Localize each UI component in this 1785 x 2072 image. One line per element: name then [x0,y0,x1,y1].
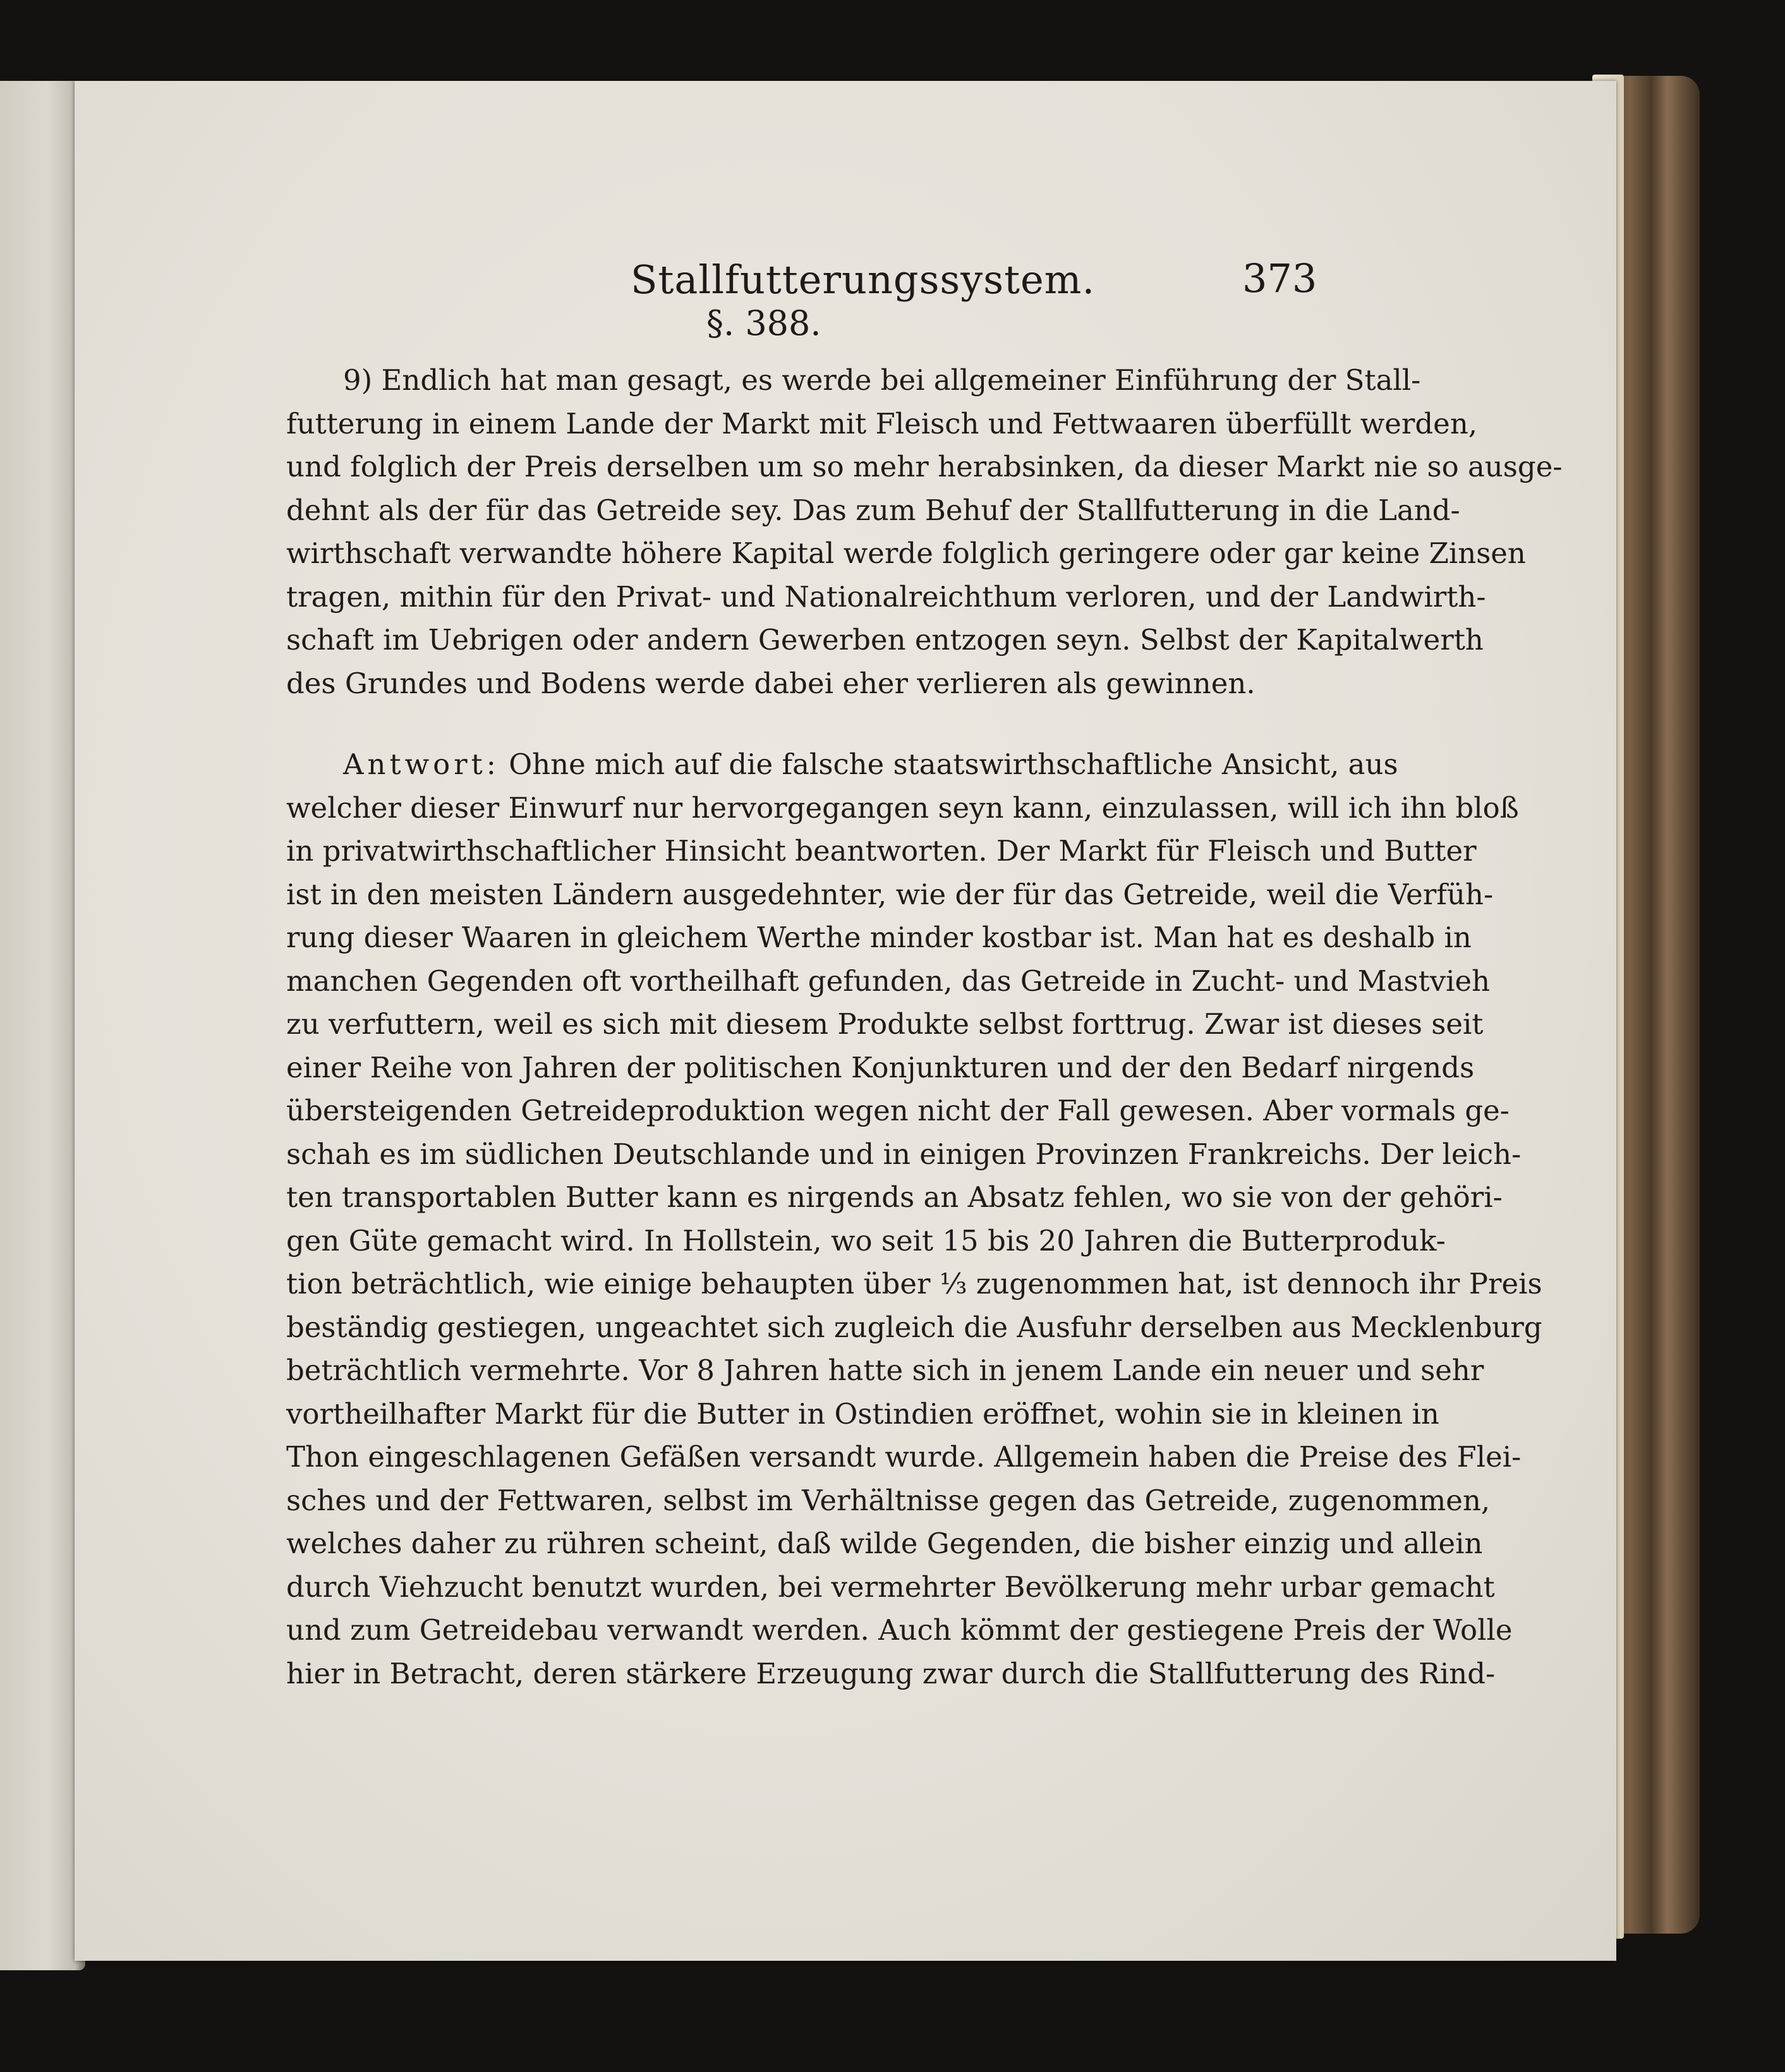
text-line: hier in Betracht, deren stärkere Erzeugung zwar durch die Stallfutterung des Rind- [286,1656,1496,1690]
text-line: manchen Gegenden oft vortheilhaft gefunden, das Getreide in Zucht- und Mastvieh [286,964,1491,998]
text-line: tion beträchtlich, wie einige behaupten über ⅓ zugenommen hat, ist dennoch ihr Preis [286,1267,1542,1300]
answer-lead: Antwort: [343,748,500,781]
left-page-edge [0,81,85,1970]
text-line: schah es im südlichen Deutschlande und in einigen Provinzen Frankreichs. Der leich- [286,1137,1522,1171]
text-line: schaft im Uebrigen oder andern Gewerben entzogen seyn. Selbst der Kapitalwerth [286,623,1484,657]
running-title: Stallfutterungssystem. [631,257,1096,303]
text-line: beständig gestiegen, ungeachtet sich zugleich die Ausfuhr derselben aus Mecklenburg [286,1310,1542,1344]
text-line: zu verfuttern, weil es sich mit diesem Produkte selbst forttrug. Zwar ist dieses seit [286,1007,1484,1041]
text-line: welches daher zu rühren scheint, daß wilde Gegenden, die bisher einzig und allein [286,1527,1483,1560]
text-line: in privatwirthschaftlicher Hinsicht beantworten. Der Markt für Fleisch und Butter [286,834,1477,868]
section-heading: §. 388. [706,303,821,343]
text-line: übersteigenden Getreideproduktion wegen nicht der Fall gewesen. Aber vormals ge- [286,1094,1510,1127]
text-line: des Grundes und Bodens werde dabei eher verlieren als gewinnen. [286,666,1256,700]
text-line: und zum Getreidebau verwandt werden. Auch kömmt der gestiegene Preis der Wolle [286,1613,1513,1647]
text-line: sches und der Fettwaren, selbst im Verhältnisse gegen das Getreide, zugenommen, [286,1483,1491,1517]
text-line: 9) Endlich hat man gesagt, es werde bei allgemeiner Einführung der Stall- [343,363,1421,397]
text-line: tragen, mithin für den Privat- und Nationalreichthum verloren, und der Landwirth- [286,579,1486,614]
text-line: welcher dieser Einwurf nur hervorgegangen seyn kann, einzulassen, will ich ihn bloß [286,791,1519,825]
text-line: dehnt als der für das Getreide sey. Das zum Behuf der Stallfutterung in die Land- [286,493,1460,527]
paragraph-gap [286,705,1392,743]
page-header [75,250,1616,320]
text-line: wirthschaft verwandte höhere Kapital werde folglich geringere oder gar keine Zinsen [286,536,1526,570]
text-line: ist in den meisten Ländern ausgedehnter, wie der für das Getreide, weil die Verfüh- [286,877,1494,911]
text-line [286,743,1398,787]
text-line: futterung in einem Lande der Markt mit Fleisch und Fettwaaren überfüllt werden, [286,406,1478,440]
text-line: gen Güte gemacht wird. In Hollstein, wo seit 15 bis 20 Jahren die Butterproduk- [286,1223,1446,1257]
text-line: beträchtlich vermehrte. Vor 8 Jahren hatte sich in jenem Lande ein neuer und sehr [286,1354,1484,1387]
text-line: vortheilhafter Markt für die Butter in Ostindien eröffnet, wohin sie in kleinen in [286,1396,1439,1431]
text-line: Thon eingeschlagenen Gefäßen versandt wurde. Allgemein haben die Preise des Flei- [286,1440,1522,1474]
paragraph-2 [286,743,1542,1695]
text-line: einer Reihe von Jahren der politischen Konjunkturen und der den Bedarf nirgends [286,1050,1475,1084]
book-page [75,81,1616,1961]
text-line: und folglich der Preis derselben um so mehr herabsinken, da dieser Markt nie so ausge- [286,450,1563,483]
text-line: durch Viehzucht benutzt wurden, bei vermehrter Bevölkerung mehr urbar gemacht [286,1570,1495,1604]
text-line: rung dieser Waaren in gleichem Werthe minder kostbar ist. Man hat es deshalb in [286,921,1472,954]
answer-first-line: Ohne mich auf die falsche staatswirthschaftliche Ansicht, aus [509,748,1398,781]
body-text [286,359,1563,1695]
text-line: ten transportablen Butter kann es nirgends an Absatz fehlen, wo sie von der gehöri- [286,1180,1503,1214]
paragraph-1 [286,359,1563,705]
page-number: 373 [1242,255,1317,301]
